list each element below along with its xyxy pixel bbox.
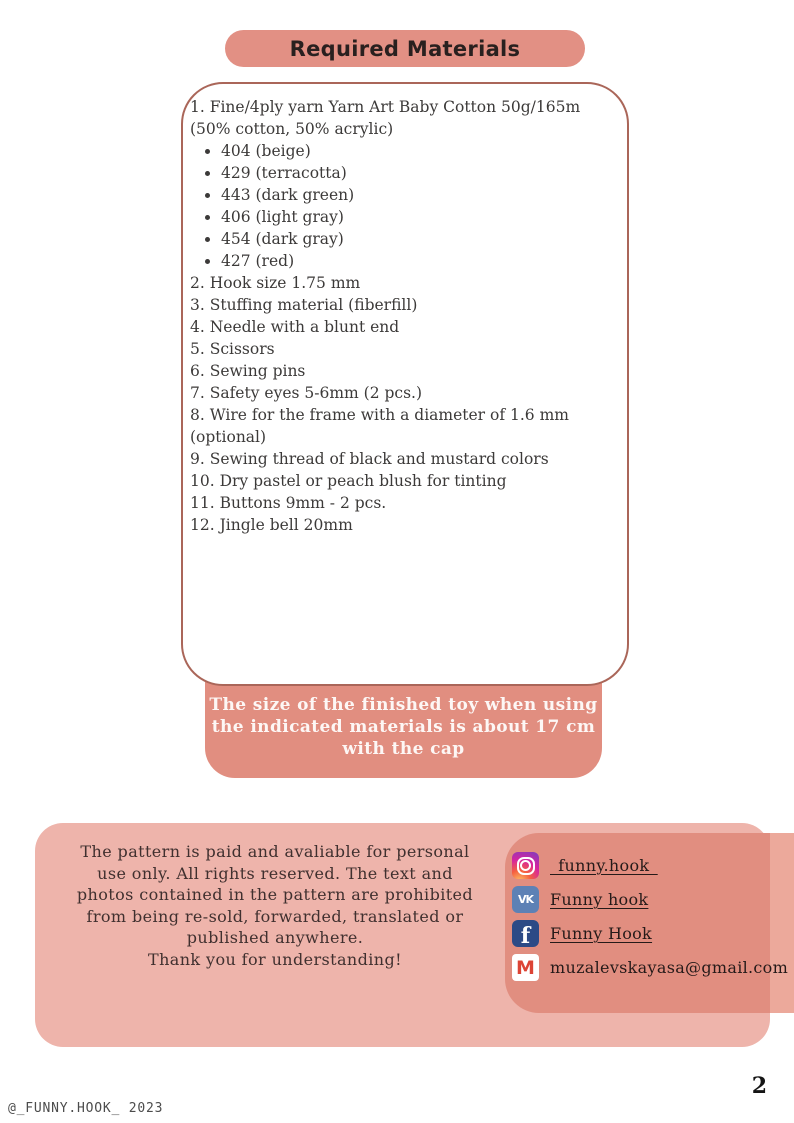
material-item: 7. Safety eyes 5-6mm (2 pcs.) xyxy=(190,384,423,402)
material-item: 2. Hook size 1.75 mm xyxy=(190,274,361,292)
social-link-row[interactable] xyxy=(512,920,788,947)
copyright-line: The pattern is paid and avaliable for personal xyxy=(80,842,470,861)
yarn-color-item: • 427 (red) xyxy=(221,250,603,272)
vk-icon[interactable] xyxy=(512,886,539,913)
footer-credit: @_FUNNY.HOOK_ 2023 xyxy=(8,1101,164,1116)
material-item: 10. Dry pastel or peach blush for tinting xyxy=(190,472,507,490)
material-item: 9. Sewing thread of black and mustard colors xyxy=(190,450,549,468)
material-item: 5. Scissors xyxy=(190,340,275,358)
yarn-color-item: • 443 (dark green) xyxy=(221,184,603,206)
instagram-icon[interactable] xyxy=(512,852,539,879)
copyright-line: use only. All rights reserved. The text and xyxy=(97,863,453,883)
social-link-row[interactable] xyxy=(512,852,788,879)
copyright-line: Thank you for understanding! xyxy=(148,949,402,969)
material-item: 11. Buttons 9mm - 2 pcs. xyxy=(190,494,387,512)
social-link-label[interactable]: Funny Hook xyxy=(550,924,653,943)
facebook-icon[interactable] xyxy=(512,920,539,947)
size-note-line: The size of the finished toy when using xyxy=(209,695,598,715)
gmail-icon[interactable] xyxy=(512,954,539,981)
copyright-text xyxy=(50,841,500,970)
copyright-line: published anywhere. xyxy=(186,928,364,947)
social-link-row[interactable] xyxy=(512,886,788,913)
material-item: 12. Jingle bell 20mm xyxy=(190,516,353,534)
social-link-label[interactable]: _funny.hook_ xyxy=(550,856,658,875)
yarn-color-item: • 429 (terracotta) xyxy=(221,162,603,184)
social-links xyxy=(512,852,788,988)
social-link-label[interactable]: Funny hook xyxy=(550,890,649,909)
size-note-line: with the cap xyxy=(342,739,465,759)
copyright-line: photos contained in the pattern are prohibited xyxy=(76,885,474,904)
material-item: 4. Needle with a blunt end xyxy=(190,318,400,336)
yarn-color-item: • 454 (dark gray) xyxy=(221,228,603,250)
materials-list-box xyxy=(181,82,629,686)
social-link-label[interactable]: muzalevskayasa@gmail.com xyxy=(550,958,789,977)
yarn-color-item: • 404 (beige) xyxy=(221,140,603,162)
page-title: Required Materials xyxy=(289,36,521,61)
required-materials-badge xyxy=(225,30,585,67)
size-note-line: the indicated materials is about 17 cm xyxy=(211,717,596,737)
material-item: 3. Stuffing material (fiberfill) xyxy=(190,296,418,314)
yarn-color-item: • 406 (light gray) xyxy=(221,206,603,228)
material-item-yarn: 1. Fine/4ply yarn Yarn Art Baby Cotton 50g/165m (50% cotton, 50% acrylic) xyxy=(190,98,581,138)
yarn-color-list xyxy=(190,140,603,272)
material-item: 8. Wire for the frame with a diameter of 1.6 mm (optional) xyxy=(190,406,569,446)
material-items xyxy=(190,272,603,536)
copyright-line: from being re-sold, forwarded, translated or xyxy=(86,906,464,926)
material-item: 6. Sewing pins xyxy=(190,362,306,380)
social-link-row[interactable] xyxy=(512,954,788,981)
page-number: 2 xyxy=(751,1073,767,1099)
